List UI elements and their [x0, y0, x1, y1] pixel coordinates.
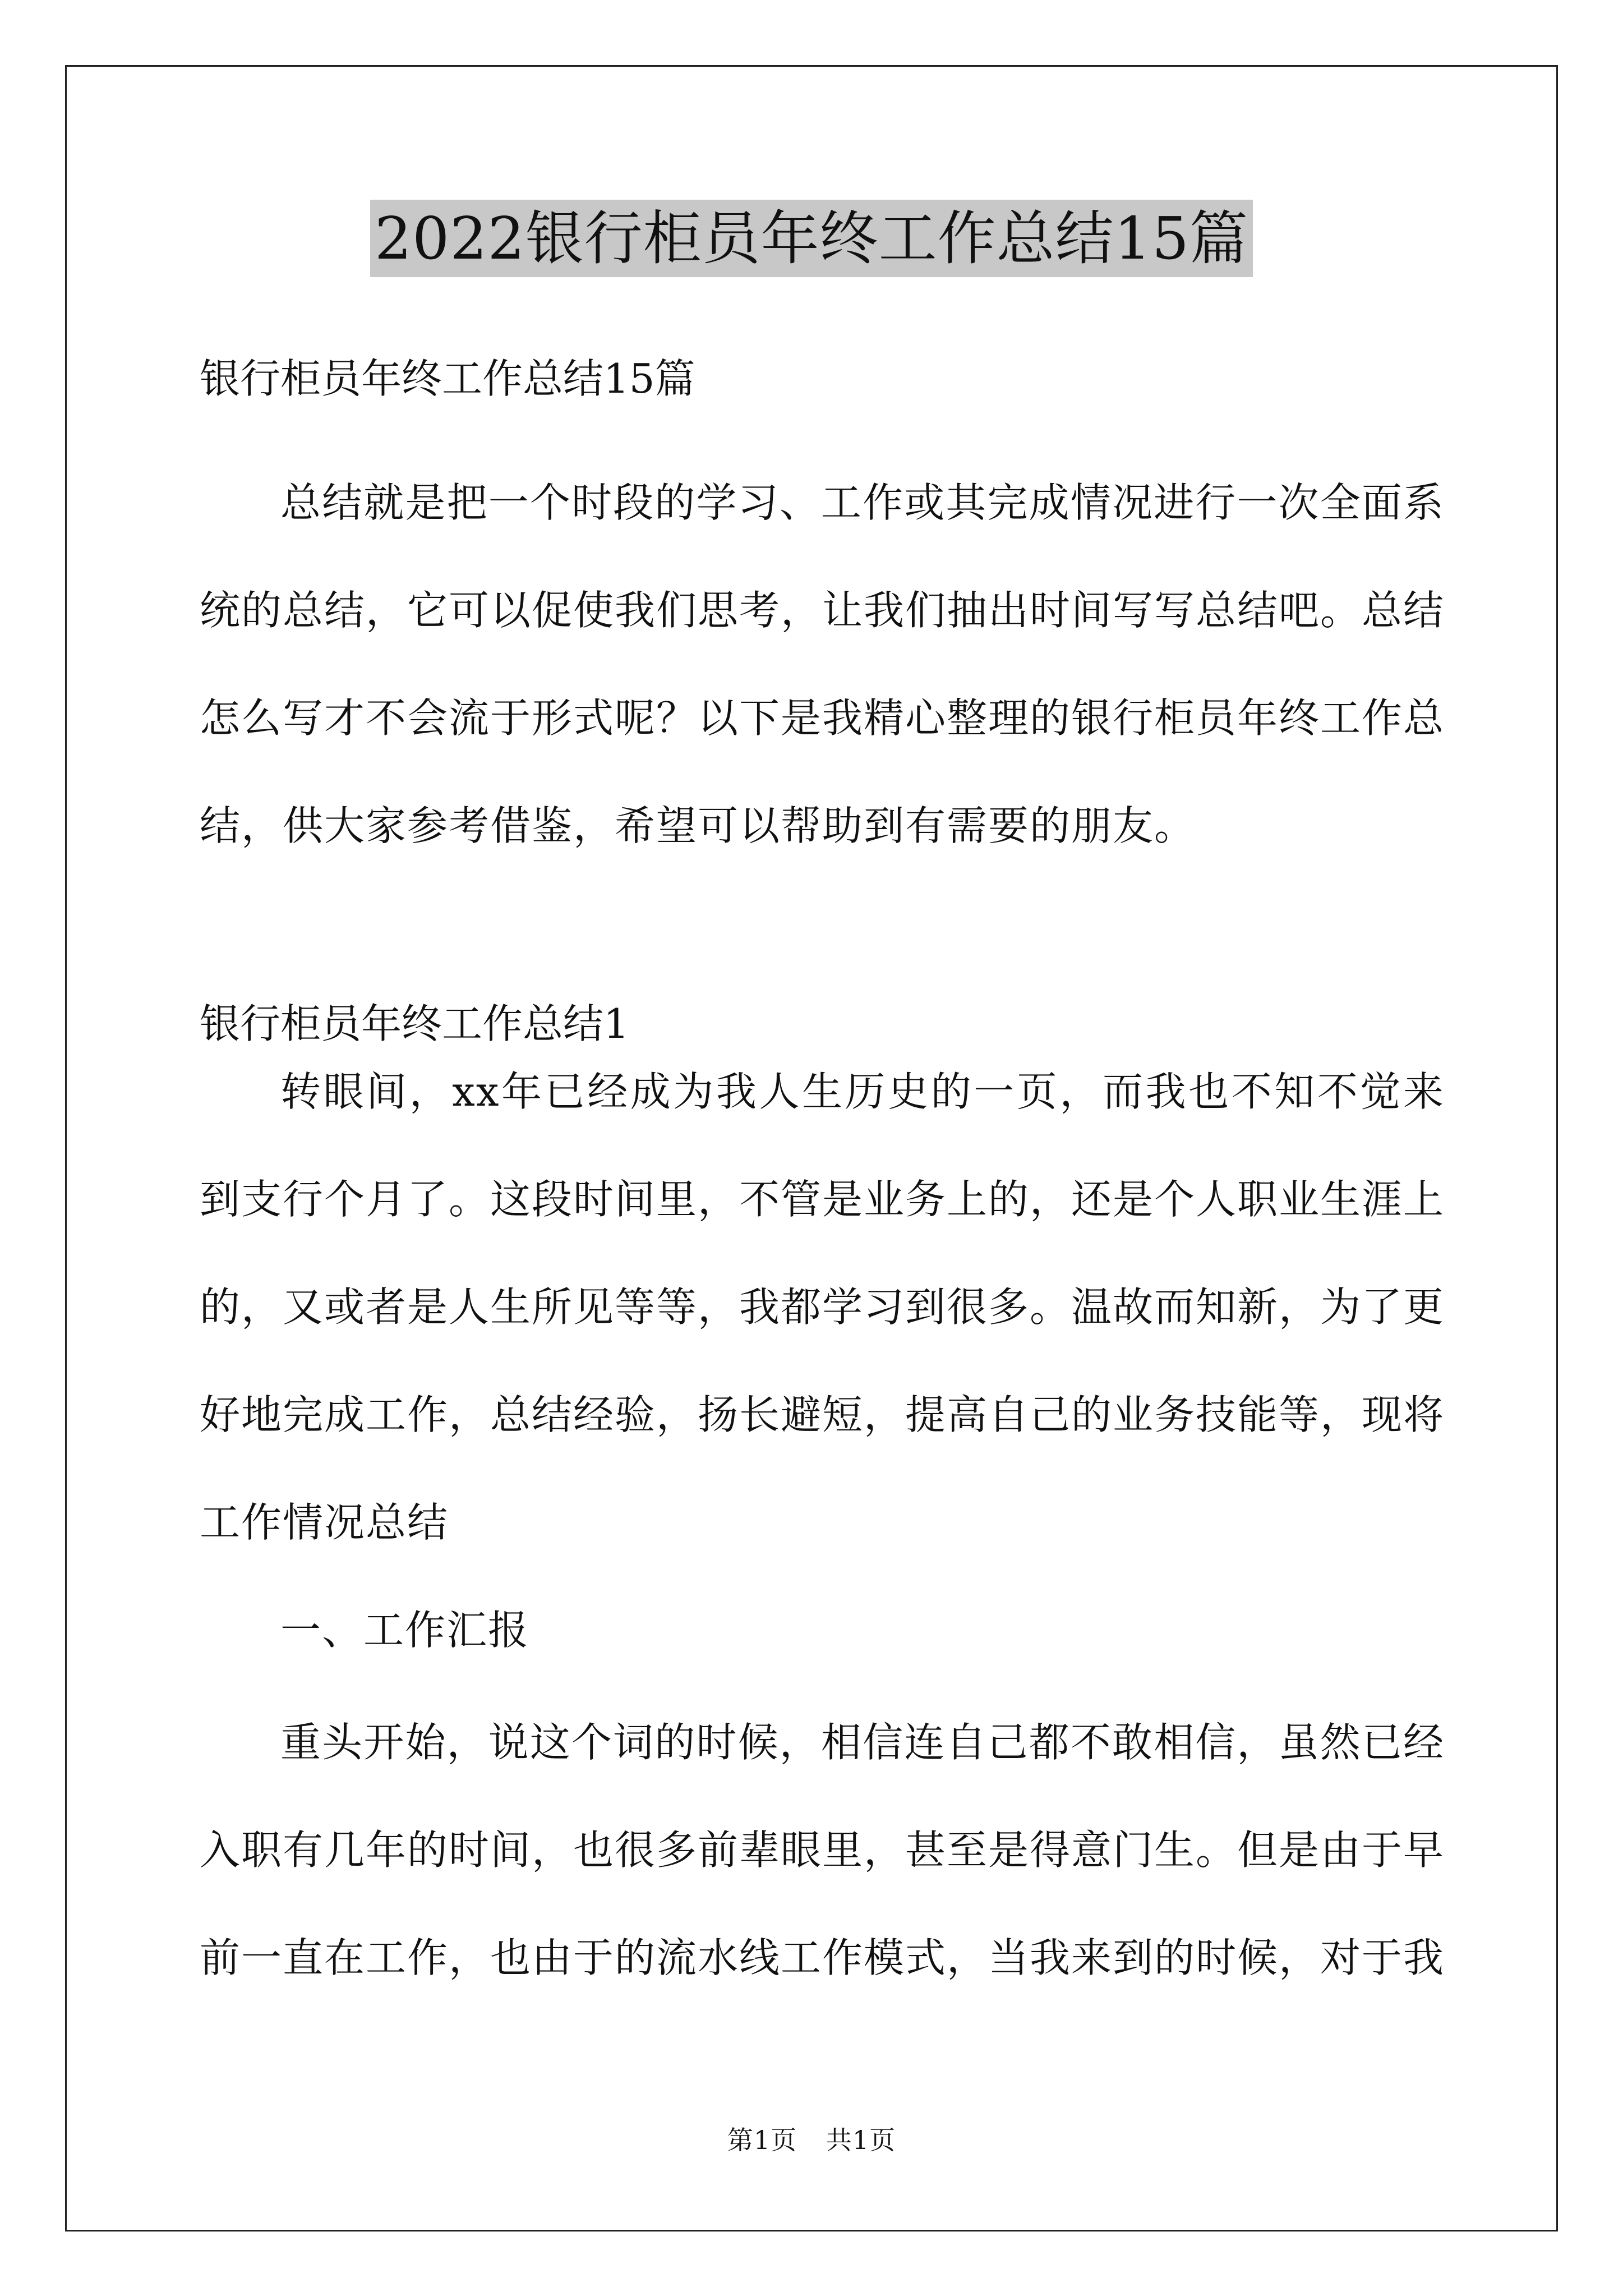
document-subtitle: 银行柜员年终工作总结15篇: [200, 355, 695, 402]
page-footer: [0, 2123, 1623, 2157]
page-number: 第1页: [727, 2125, 797, 2155]
page-total: 共1页: [826, 2125, 896, 2155]
title-container: [0, 200, 1623, 277]
body-paragraph: 转眼间，xx年已经成为我人生历史的一页，而我也不知不觉来到支行个月了。这段时间里，不管是业务上的，还是个人职业生涯上的，又或者是人生所见等等，我都学习到很多。温故而知新，为了更好地完成工作，总结经验，扬长避短，提高自己的业务技能等，现将工作情况总结: [200, 1068, 1445, 1546]
section-heading: 银行柜员年终工作总结1: [200, 1000, 629, 1047]
document-title: 2022银行柜员年终工作总结15篇: [370, 200, 1253, 277]
body-paragraph: 重头开始，说这个词的时候，相信连自己都不敢相信，虽然已经入职有几年的时间，也很多前辈眼里，甚至是得意门生。但是由于早前一直在工作，也由于的流水线工作模式，当我来到的时候，对于我: [200, 1719, 1445, 1981]
subsection-heading: 一、工作汇报: [280, 1607, 530, 1654]
intro-paragraph: 总结就是把一个时段的学习、工作或其完成情况进行一次全面系统的总结，它可以促使我们思考，让我们抽出时间写写总结吧。总结怎么写才不会流于形式呢？以下是我精心整理的银行柜员年终工作总结，供大家参考借鉴，希望可以帮助到有需要的朋友。: [200, 479, 1445, 849]
